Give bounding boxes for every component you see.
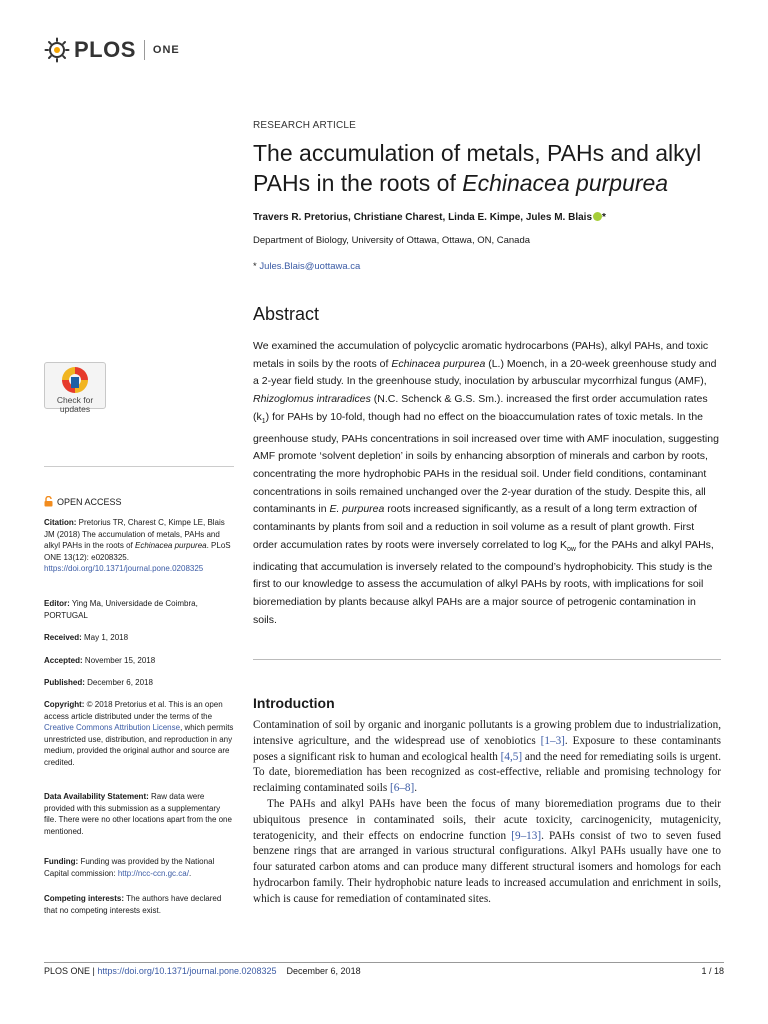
footer-separator: | (90, 966, 98, 976)
editor-text: Ying Ma, Universidade de Coimbra, PORTUGAL (44, 599, 198, 620)
abstract-part: for the PAHs and alkyl PAHs, indicating that accumulation is inversely related to the compound’s hydrophobicity. This study is the first to our knowledge to assess the accumulation of alkyl PAHs by roots, with implications for soil bioremediation by plants because alkyl PAHs are a major source of petrogenic contamination in soils. (253, 538, 714, 626)
check-label-1: Check for (56, 395, 94, 405)
citation-link[interactable]: [4,5] (500, 750, 523, 763)
corresponding-email-line (253, 261, 360, 272)
article-type-label: RESEARCH ARTICLE (253, 120, 357, 131)
intro-text: . PAHs consist of two to seven fused benzene rings that are arranged in various structural configurations. Alkyl PAHs usually have one to four saturated carbon atoms and can produce many different structural isomers and homologs for each hydrocarbon family. Their hydrophobic nature leads to increased accumulation and enrichment in soils, which is cause for remediation of contaminated sites. (253, 829, 721, 905)
citation-doi-link[interactable]: https://doi.org/10.1371/journal.pone.0208325 (44, 564, 204, 574)
abstract-heading: Abstract (253, 304, 320, 324)
copyright-label: Copyright: (44, 700, 85, 709)
intro-text: The PAHs and alkyl PAHs have been the focus of many bioremediation programs due to their ubiquitous presence in contaminated soils, their acute toxicity, carcinogenicity, mutagenicity, teratogenicity, and their effects on endocrine function (253, 797, 721, 842)
accepted-label: Accepted: (44, 656, 83, 665)
intro-paragraph (253, 797, 721, 908)
abstract-part: (L.) Moench, in a 20-week greenhouse study and a 2-year field study. In the greenhouse study, inoculation by arbuscular mycorrhizal fungus (AMF), (253, 357, 717, 388)
data-availability-text: Raw data were provided with this submission as a supplementary file. There were no other locations apart from the one mentioned. (44, 792, 232, 836)
check-for-updates-badge[interactable] (44, 362, 106, 414)
data-availability-label: Data Availability Statement: (44, 792, 149, 801)
funding-text: Funding was provided by the National Capital commission: (44, 857, 215, 878)
funding-block (44, 856, 234, 879)
citation-block (44, 517, 234, 575)
accepted-date (44, 655, 234, 667)
corresponding-email-link[interactable]: Jules.Blais@uottawa.ca (259, 261, 361, 272)
competing-interests-block (44, 893, 234, 916)
footer-date: December 6, 2018 (286, 966, 361, 976)
editor-label: Editor: (44, 599, 70, 608)
open-access-badge (44, 496, 122, 507)
published-value: December 6, 2018 (84, 678, 153, 687)
accepted-value: November 15, 2018 (82, 656, 156, 665)
footer-doi-link[interactable]: https://doi.org/10.1371/journal.pone.0208325 (97, 966, 277, 976)
kow-subscript: ow (566, 545, 576, 553)
affiliation: Department of Biology, University of Ottawa, Ottawa, ON, Canada (253, 235, 531, 246)
intro-text: . Exposure to these contaminants poses a significant risk to human and ecological health (253, 734, 721, 763)
logo-divider (144, 40, 145, 60)
page-number: 1 / 18 (701, 966, 724, 976)
competing-interests-text: The authors have declared that no competing interests exist. (44, 894, 222, 915)
abstract-species-short: E. purpurea (329, 503, 385, 516)
intro-paragraph (253, 718, 721, 797)
open-access-label: OPEN ACCESS (57, 496, 122, 507)
intro-text: Contamination of soil by organic and inorganic pollutants is a growing problem due to industrialization, intensive agriculture, and the widespread use of xenobiotics (253, 719, 721, 747)
logo-suffix: ONE (152, 44, 180, 56)
published-date (44, 677, 234, 689)
received-value: May 1, 2018 (81, 633, 129, 642)
author-list (253, 212, 606, 223)
citation-species: Echinacea purpurea (135, 541, 207, 551)
abstract-species: Echinacea purpurea (391, 357, 486, 370)
editor-block (44, 598, 234, 621)
abstract-divider (253, 659, 721, 660)
page-footer (44, 966, 361, 976)
introduction-body (253, 718, 721, 908)
orcid-icon[interactable] (593, 212, 602, 221)
citation-link[interactable]: [9–13] (511, 829, 542, 842)
article-title (253, 138, 733, 198)
copyright-block (44, 699, 234, 769)
abstract-part: roots increased significantly, as a result of a long term extraction of contaminants by plants from soil and a reduction in soil volume as a result of plant growth. First order accumulation rates by roots were inversely correlated to log K (253, 503, 697, 551)
abstract-part: We examined the accumulation of polycyclic aromatic hydrocarbons (PAHs), alkyl PAHs, and toxic metals in soils by the roots of (253, 340, 709, 370)
open-lock-icon (44, 496, 53, 507)
k-subscript: 1 (261, 417, 266, 425)
corresponding-mark: * (602, 212, 606, 223)
check-label-2: updates (59, 404, 91, 414)
plos-one-logo[interactable] (44, 36, 180, 64)
funding-text: . (188, 868, 192, 878)
competing-interests-label: Competing interests: (44, 894, 125, 903)
license-link[interactable]: Creative Commons Attribution License (44, 723, 181, 733)
funding-link[interactable]: http://ncc-ccn.gc.ca/ (117, 868, 189, 878)
funding-label: Funding: (44, 857, 79, 866)
intro-text: and the need for remediating soils is urgent. To date, bioremediation has been recognized as cost-effective, reliable and promising technology for reclaiming contaminated soils (253, 750, 722, 795)
footer-divider (44, 962, 724, 963)
received-date (44, 632, 234, 644)
abstract-part: (N.C. Schenck & G.S. Sm.). increased the first order accumulation rates (k (253, 393, 708, 423)
footer-spacer (277, 966, 287, 976)
title-species: Echinacea purpurea (462, 170, 669, 196)
citation-text: . PLoS ONE 13(12): e0208325. (44, 541, 231, 562)
footer-journal: PLOS ONE (44, 966, 91, 976)
title-text: The accumulation of metals, PAHs and alkyl PAHs in the roots of (253, 140, 702, 196)
abstract-fungus: Rhizoglomus intraradices (253, 393, 371, 406)
copyright-text: © 2018 Pretorius et al. This is an open access article distributed under the terms of the (44, 700, 223, 721)
citation-link[interactable]: [6–8] (390, 782, 415, 795)
plos-logo-icon (44, 37, 70, 63)
citation-label: Citation: (44, 518, 77, 527)
received-label: Received: (44, 633, 82, 642)
citation-text: Pretorius TR, Charest C, Kimpe LE, Blais JM (2018) The accumulation of metals, PAHs and alkyl PAHs in the roots of (44, 518, 225, 551)
data-availability-block (44, 791, 234, 837)
authors-text: Travers R. Pretorius, Christiane Charest, Linda E. Kimpe, Jules M. Blais (253, 212, 592, 223)
sidebar-divider (44, 466, 234, 467)
logo-text: PLOS (74, 37, 136, 62)
introduction-heading: Introduction (253, 695, 335, 711)
published-label: Published: (44, 678, 85, 687)
abstract-text (253, 338, 721, 629)
bookmark-icon (71, 377, 79, 388)
email-star: * (253, 261, 257, 272)
abstract-part: ) for PAHs by 10-fold, though had no effect on the bioaccumulation rates of toxic metals. In the greenhouse study, PAHs concentrations in soil increased over time with AMF inoculation, suggesting AMF promote ‘solvent depletion’ in soils by enhancing absorption of minerals and carbon by roots, concentrating the more hydrophobic PAHs in the residual soil. Under field conditions, contaminant concentrations in soils remained unchanged over the 2-year duration of the study. Despite this, all contaminants in (253, 410, 719, 516)
intro-text: . (414, 782, 418, 795)
citation-link[interactable]: [1–3] (540, 734, 565, 747)
copyright-text: , which permits unrestricted use, distribution, and reproduction in any medium, provided the original author and source are credited. (44, 723, 234, 767)
